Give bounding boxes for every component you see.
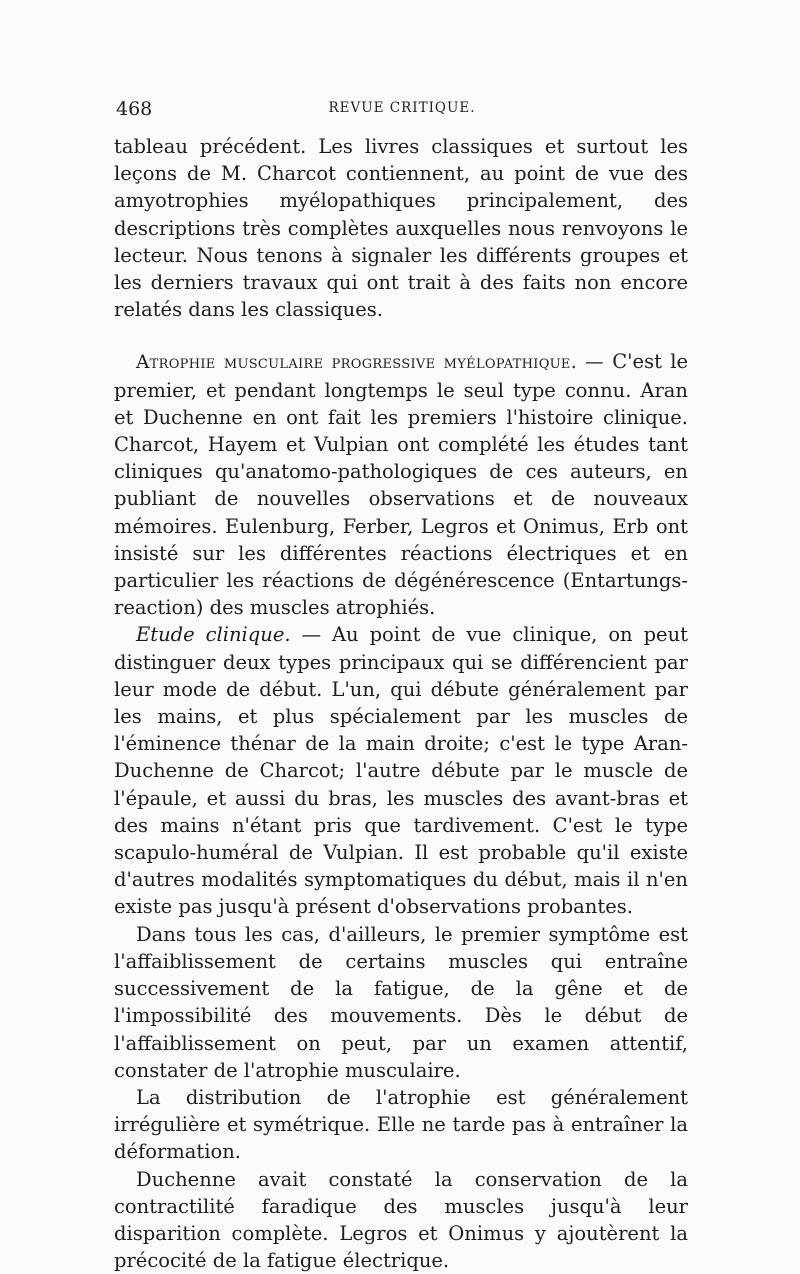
section-heading: Atrophie musculaire progressive myélopathique. —	[136, 352, 604, 374]
paragraph-4: Dans tous les cas, d'ailleurs, le premier symptôme est l'affaiblissement de certains muscles qui entraîne successivement de la fatigue, de la gêne et de l'impossibilité des mouvements. Dès le début de l'affaiblissement on peut, par un examen attentif, constater de l'atrophie musculaire.	[114, 922, 688, 1082]
running-head: REVUE CRITIQUE.	[328, 100, 476, 116]
page-header	[116, 98, 688, 126]
paragraph-1: tableau précédent. Les livres classiques et surtout les leçons de M. Charcot contiennent, au point de vue des amyotrophies myélopathiques principalement, des descriptions très complètes auxquelles nous renvoyons le lecteur. Nous tenons à signaler les différents groupes et les derniers travaux qui ont trait à des faits non encore relatés dans les classiques.	[114, 135, 688, 322]
paragraph-5: La distribution de l'atrophie est généralement irrégulière et symétrique. Elle ne tarde pas à entraîner la déformation.	[114, 1085, 688, 1164]
body-text	[114, 133, 688, 1274]
paragraph-2	[114, 348, 688, 621]
paragraph-3-text: — Au point de vue clinique, on peut distinguer deux types principaux qui se différencient par leur mode de début. L'un, qui débute généralement par les mains, et plus spécialement par les muscles de l'éminence thénar de la main droite; c'est le type Aran-Duchenne de Charcot; l'autre débute par le muscle de l'épaule, et aussi du bras, les muscles des avant-bras et des mains n'étant pris que tardivement. C'est le type scapulo-huméral de Vulpian. Il est probable qu'il existe d'autres modalités symptomatiques du début, mais il n'en existe pas jusqu'à présent d'observations probantes.	[114, 623, 688, 919]
subsection-heading: Etude clinique.	[136, 623, 291, 647]
page-number: 468	[116, 98, 153, 120]
paragraph-2-text: C'est le premier, et pendant longtemps le seul type connu. Aran et Duchenne en ont fait les premiers l'histoire clinique. Charcot, Hayem et Vulpian ont complété les études tant cliniques qu'anatomo-pathologiques de ces auteurs, en publiant de nouvelles observations et de nouveaux mémoires. Eulenburg, Ferber, Legros et Onimus, Erb ont insisté sur les différentes réactions électriques et en particulier les réactions de dégénérescence (Entartungs-reaction) des muscles atrophiés.	[114, 350, 688, 620]
paragraph-6: Duchenne avait constaté la conservation de la contractilité faradique des muscles jusqu'à leur disparition complète. Legros et Onimus y ajoutèrent la précocité de la fatigue électrique.	[114, 1167, 688, 1273]
paragraph-3	[114, 621, 688, 920]
